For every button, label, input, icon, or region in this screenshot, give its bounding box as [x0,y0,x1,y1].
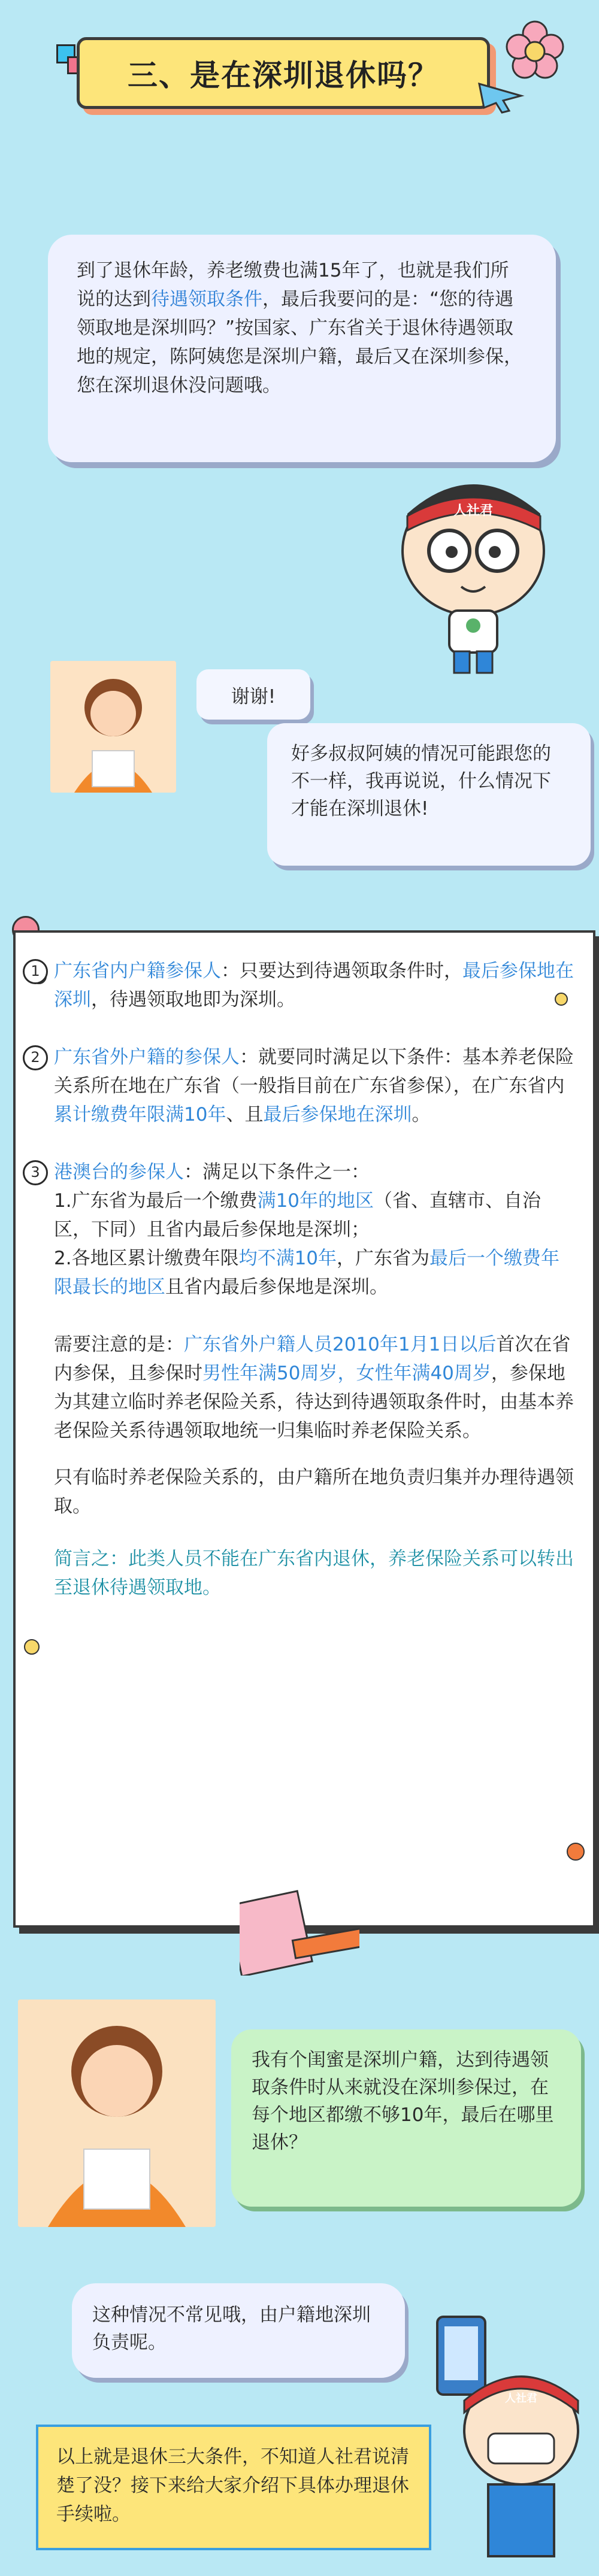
intro-highlight: 待遇领取条件 [151,289,262,310]
item-3-line-2-highlight: 均不满10年 [238,1248,337,1269]
item-colon-2: ： [240,1046,258,1068]
section-title: 三、是在深圳退休吗？ [128,58,439,93]
item-number-1: 1 [23,959,48,984]
speech-bubble-intro [48,235,556,462]
item-head-3: 港澳台的参保人 [54,1161,184,1183]
note-d: 首次在省内参保，且参保时 [54,1334,571,1384]
speech-bubble-explain [267,723,591,866]
item-text-1a: 只要达到待遇领取条件时， [240,960,462,982]
item-3-line-1b: （省、直辖市、自治区，下同）且省内最后参保地是深圳； [54,1190,541,1240]
answer-text: 这种情况不常见哦，由户籍地深圳负责呢。 [92,2304,371,2353]
item-text-2c: 。 [412,1104,431,1125]
item-3-line-2-highlight-2: 最后一个缴费年限最长的地区 [54,1248,560,1298]
mascot-badge-text: 人社君 [453,503,494,518]
speech-bubble-answer [72,2283,405,2378]
condition-item-1 [31,957,575,1014]
item-3-line-1a: 1.广东省为最后一个缴费 [54,1190,258,1212]
item-colon-1: ： [221,960,240,982]
note-c: 2010年1月1日以后 [332,1334,497,1355]
item-text-2b: 、且 [226,1104,264,1125]
auntie-avatar [50,661,176,793]
thanks-bubble [196,669,310,720]
closing-box [36,2425,431,2550]
intro-text-2: ，最后我要问的是：“您的待遇领取地是深圳吗？”按国家、广东省关于退休待遇领取地的规定，陈阿姨您是深圳户籍，最后又在深圳参保，您在深圳退休没问题哦。 [77,289,522,396]
summary-text: 简言之：此类人员不能在广东省内退休，养老保险关系可以转出至退休待遇领取地。 [54,1548,574,1598]
item-3-line-1 [54,1187,575,1244]
auntie-avatar-large [18,1999,216,2227]
explain-text: 好多叔叔阿姨的情况可能跟您的不一样，我再说说，什么情况下才能在深圳退休! [291,743,551,820]
item-head-1: 广东省内户籍参保人 [54,960,221,982]
section-title-box [77,37,490,109]
speech-bubble-question [231,2029,581,2207]
item-3-line-2 [54,1244,575,1301]
item-head-2: 广东省外户籍的参保人 [54,1046,240,1068]
deco-dot-orange [567,1843,585,1861]
item-colon-3: ： [184,1161,202,1183]
conditions-content [31,957,575,1620]
note2-paragraph [54,1463,575,1521]
note-f: ，参保地为其建立临时养老保险关系，待达到待遇领取条件时，由基本养老保险关系待遇领取地统一归集临时养老保险关系。 [54,1363,574,1442]
mascot-with-phone [431,2305,593,2562]
deco-dot-yellow-2 [24,1639,40,1655]
item-highlight-2a: 累计缴费年限满10年 [54,1104,226,1125]
item-3-line-1-highlight: 满10年的地区 [257,1190,374,1212]
condition-item-3 [31,1158,575,1301]
flower-icon [502,17,568,83]
item-text-1b: ，待遇领取地即为深圳。 [91,989,295,1011]
summary-paragraph [54,1545,575,1602]
item-number-2: 2 [23,1045,48,1070]
note-b: 广东省外户籍人员 [184,1334,332,1355]
question-text: 我有个闺蜜是深圳户籍，达到待遇领取条件时从来就没在深圳参保过，在每个地区都缴不够10年，最后在哪里退休？ [252,2049,554,2153]
item-number-3: 3 [23,1160,48,1185]
closing-text: 以上就是退休三大条件，不知道人社君说清楚了没？接下来给大家介绍下具体办理退休手续啦。 [56,2446,409,2525]
item-3-line-2b: ，广东省为 [337,1248,430,1269]
note-paragraph [54,1330,575,1445]
item-highlight-1: 最后参保地在深圳 [54,960,574,1011]
mascot2-badge-text: 人社君 [505,2392,537,2405]
conditions-paper [13,930,595,1928]
item-highlight-2b: 最后参保地在深圳 [263,1104,412,1125]
note-e: 男性年满50周岁，女性年满40周岁 [202,1363,491,1384]
note-a: 需要注意的是： [54,1334,184,1355]
item-3-line-2a: 2.各地区累计缴费年限 [54,1248,239,1269]
cursor-arrow-icon [473,78,527,114]
books-icon [240,1880,359,1976]
item-text-2a: 就要同时满足以下条件：基本养老保险关系所在地在广东省（一般指目前在广东省参保），在广东省内 [54,1046,574,1097]
item-3-line-2c: 且省内最后参保地是深圳。 [165,1276,388,1298]
item-text-3a: 满足以下条件之一： [202,1161,370,1183]
mascot-character [383,443,575,682]
intro-text-1: 到了退休年龄，养老缴费也满15年了，也就是我们所说的达到 [77,260,509,310]
condition-item-2 [31,1043,575,1129]
thanks-text: 谢谢! [231,685,276,708]
note2-text: 只有临时养老保险关系的，由户籍所在地负责归集并办理待遇领取。 [54,1467,574,1517]
